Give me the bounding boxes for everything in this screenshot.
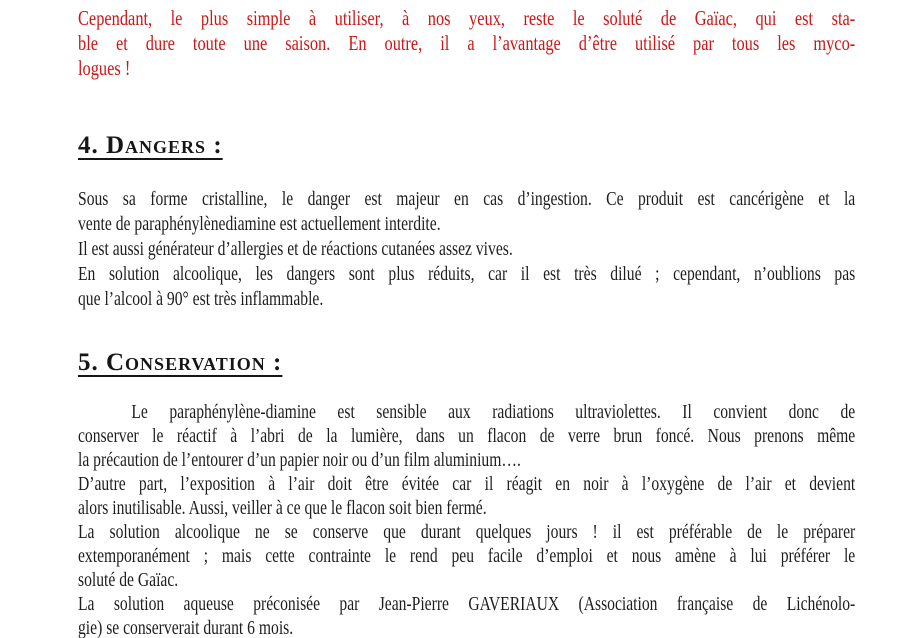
section-heading-conservation-text: 5. Conservation : — [78, 349, 283, 376]
text-line: Cependant, le plus simple à utiliser, à nos yeux, reste le soluté de Gaïac, qui est sta- — [78, 6, 856, 30]
intro-paragraph — [78, 6, 855, 81]
conservation-body — [78, 400, 855, 638]
section-heading-dangers — [78, 131, 900, 161]
text-line: vente de paraphénylènediamine est actuellement interdite. — [78, 213, 441, 235]
text-line: Sous sa forme cristalline, le danger est majeur en cas d’ingestion. Ce produit est cancérigène et la — [78, 188, 856, 210]
section-heading-conservation — [78, 348, 900, 378]
text-line: logues ! — [78, 56, 131, 80]
dangers-body — [78, 187, 855, 312]
text-line: la précaution de l’entourer d’un papier noir ou d’un film aluminium…. — [78, 449, 521, 471]
text-line: Il est aussi générateur d’allergies et de réactions cutanées assez vives. — [78, 238, 513, 260]
section-heading-dangers-text: 4. Dangers : — [78, 132, 223, 159]
text-line: gie) se conserverait durant 6 mois. — [78, 617, 294, 638]
text-line: La solution alcoolique ne se conserve que durant quelques jours ! il est préférable de le préparer — [78, 521, 856, 543]
text-line: La solution aqueuse préconisée par Jean-Pierre GAVERIAUX (Association française de Lichénolo- — [78, 593, 856, 615]
text-line: extemporanément ; mais cette contrainte le rend peu facile d’emploi et nous amène à lui préférer le — [78, 545, 856, 567]
text-line: que l’alcool à 90° est très inflammable. — [78, 288, 324, 310]
text-line: D’autre part, l’exposition à l’air doit être évitée car il réagit en noir à l’oxygène de l’air et devient — [78, 473, 856, 495]
text-line: conserver le réactif à l’abri de la lumière, dans un flacon de verre brun foncé. Nous prenons même — [78, 425, 856, 447]
text-line: alors inutilisable. Aussi, veiller à ce que le flacon soit bien fermé. — [78, 497, 487, 519]
text-line: Le paraphénylène-diamine est sensible aux radiations ultraviolettes. Il convient donc de — [131, 401, 856, 423]
text-line: ble et dure toute une saison. En outre, il a l’avantage d’être utilisé par tous les myco- — [78, 31, 856, 55]
text-line: soluté de Gaïac. — [78, 569, 179, 591]
text-line: En solution alcoolique, les dangers sont plus réduits, car il est très dilué ; cependant, n’oublions pas — [78, 263, 856, 285]
